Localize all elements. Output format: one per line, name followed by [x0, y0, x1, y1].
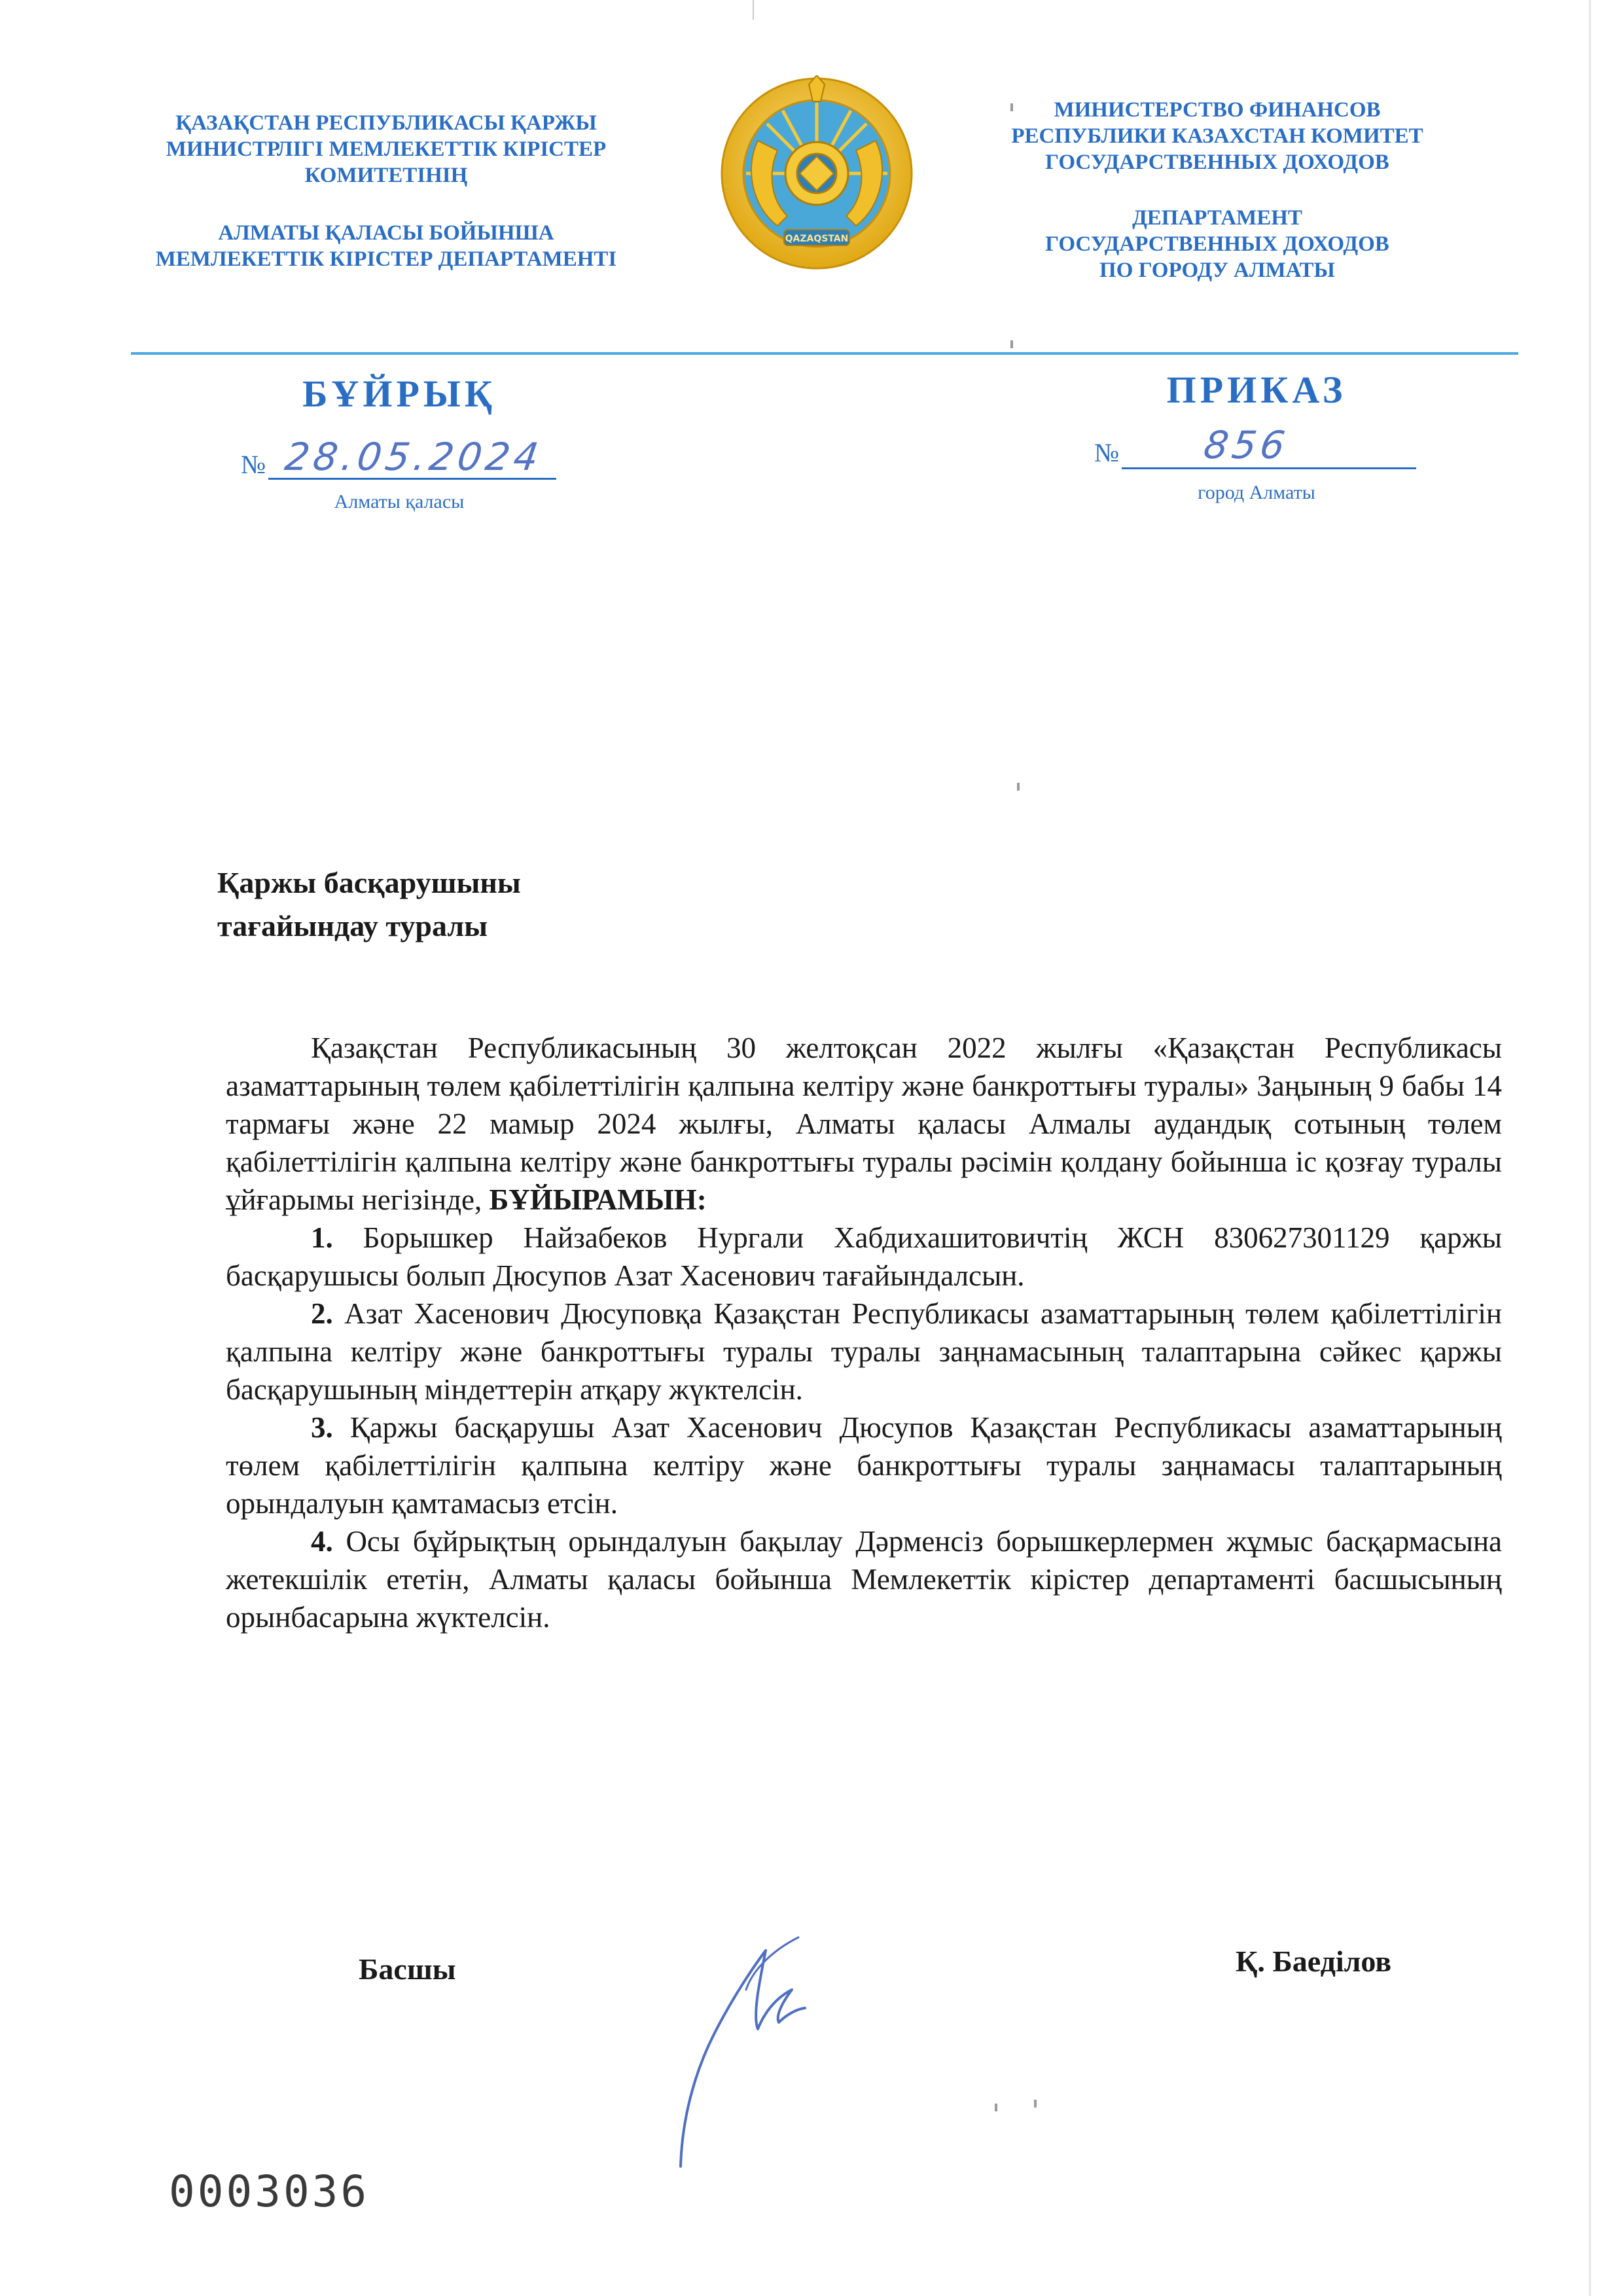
order-subject [217, 861, 806, 948]
state-emblem [719, 75, 915, 272]
header-org-left [105, 110, 668, 272]
command-word: БҰЙЫРАМЫН: [489, 1183, 707, 1216]
item-number: 2. [311, 1297, 333, 1330]
dept-left-line-1: АЛМАТЫ ҚАЛАСЫ БОЙЫНША [218, 221, 554, 245]
city-ru: город Алматы [1198, 482, 1315, 503]
signature-scribble-icon [668, 1924, 838, 2173]
item-number: 3. [311, 1411, 333, 1444]
org-left-line-1: ҚАЗАҚСТАН РЕСПУБЛИКАСЫ ҚАРЖЫ [175, 111, 597, 135]
margin-mark [1010, 103, 1013, 111]
order-item-1 [226, 1219, 1502, 1295]
item-text: Қаржы басқарушы Азат Хасенович Дюсупов Қазақстан Республикасы азаматтарының төлем қабілеттілігін қалпына келтіру және банкроттығы туралы заңнамасы талаптарының орындалуын қамтамасыз етсін. [226, 1411, 1502, 1520]
intro-paragraph [226, 1029, 1502, 1219]
dept-left-line-2: МЕМЛЕКЕТТІК КІРІСТЕР ДЕПАРТАМЕНТІ [155, 247, 617, 271]
margin-mark [995, 2104, 997, 2111]
item-number: 4. [311, 1525, 333, 1558]
header-org-right [969, 97, 1466, 283]
margin-mark [1034, 2100, 1037, 2108]
page-edge-line [753, 0, 754, 20]
page-edge-line [1589, 0, 1591, 2296]
margin-mark [1017, 783, 1020, 791]
signatory-name: Қ. Баеділов [1236, 1945, 1392, 1978]
org-left-line-3: КОМИТЕТІНІҢ [304, 164, 468, 187]
order-item-4 [226, 1522, 1502, 1636]
order-number-handwritten: 856 [1201, 423, 1292, 467]
item-text: Борышкер Найзабеков Нургали Хабдихашитовичтің ЖСН 830627301129 қаржы басқарушысы болып Дюсупов Азат Хасенович тағайындалсын. [226, 1221, 1502, 1292]
order-body [226, 1029, 1502, 1636]
subject-line-2: тағайындау туралы [217, 909, 488, 942]
emblem-text: QAZAQSTAN [785, 234, 849, 244]
org-right-line-3: ГОСУДАРСТВЕННЫХ ДОХОДОВ [1045, 151, 1389, 174]
order-date-handwritten: 28.05.2024 [282, 435, 545, 479]
order-item-3 [226, 1408, 1502, 1522]
org-left-line-2: МИНИСТРЛІГІ МЕМЛЕКЕТТІК КІРІСТЕР [166, 137, 607, 161]
intro-text: Қазақстан Республикасының 30 желтоқсан 2022 жылғы «Қазақстан Республикасы азаматтарының төлем қабілеттілігін қалпына келтіру және банкроттығы туралы» Заңының 9 бабы 14 тармағы және 22 мамыр 2024 жылғы, Алматы қаласы Алмалы аудандық сотының төлем қабілеттілігін қалпына келтіру және банкроттығы туралы рәсімін қолдану бойынша іс қозғау туралы ұйғарымы негізінде, [226, 1031, 1502, 1216]
item-number: 1. [311, 1221, 333, 1254]
subject-line-1: Қаржы басқарушыны [217, 866, 521, 899]
city-kz: Алматы қаласы [334, 491, 465, 512]
order-title-ru: ПРИКАЗ [1166, 368, 1347, 411]
item-text: Осы бұйрықтың орындалуын бақылау Дәрменсіз борышкерлермен жұмыс басқармасына жетекшілік ететін, Алматы қаласы бойынша Мемлекеттік кірістер департаменті басшысының орынбасарына жүктелсін. [226, 1525, 1503, 1634]
number-sign-right: № [1094, 438, 1120, 467]
number-sign-left: № [241, 450, 266, 479]
dept-right-line-3: ПО ГОРОДУ АЛМАТЫ [1099, 259, 1335, 282]
dept-right-line-1: ДЕПАРТАМЕНТ [1132, 206, 1302, 230]
item-text: Азат Хасенович Дюсуповқа Қазақстан Республикасы азаматтарының төлем қабілеттілігін қалпына келтіру және банкроттығы туралы туралы заңнамасының талаптарына сәйкес қаржы басқарушының міндеттерін атқару жүктелсін. [226, 1297, 1502, 1406]
dept-right-line-2: ГОСУДАРСТВЕННЫХ ДОХОДОВ [1045, 232, 1389, 256]
header-divider [131, 352, 1518, 355]
org-right-line-2: РЕСПУБЛИКИ КАЗАХСТАН КОМИТЕТ [1011, 124, 1423, 148]
order-title-kz: БҰЙРЫҚ [302, 372, 496, 415]
state-emblem-icon [719, 75, 915, 272]
margin-mark [1010, 340, 1013, 348]
org-right-line-1: МИНИСТЕРСТВО ФИНАНСОВ [1054, 98, 1381, 122]
handwritten-signature [668, 1924, 838, 2173]
registration-number: 0003036 [169, 2166, 370, 2217]
order-item-2 [226, 1295, 1502, 1408]
signature-position: Басшы [359, 1952, 456, 1986]
